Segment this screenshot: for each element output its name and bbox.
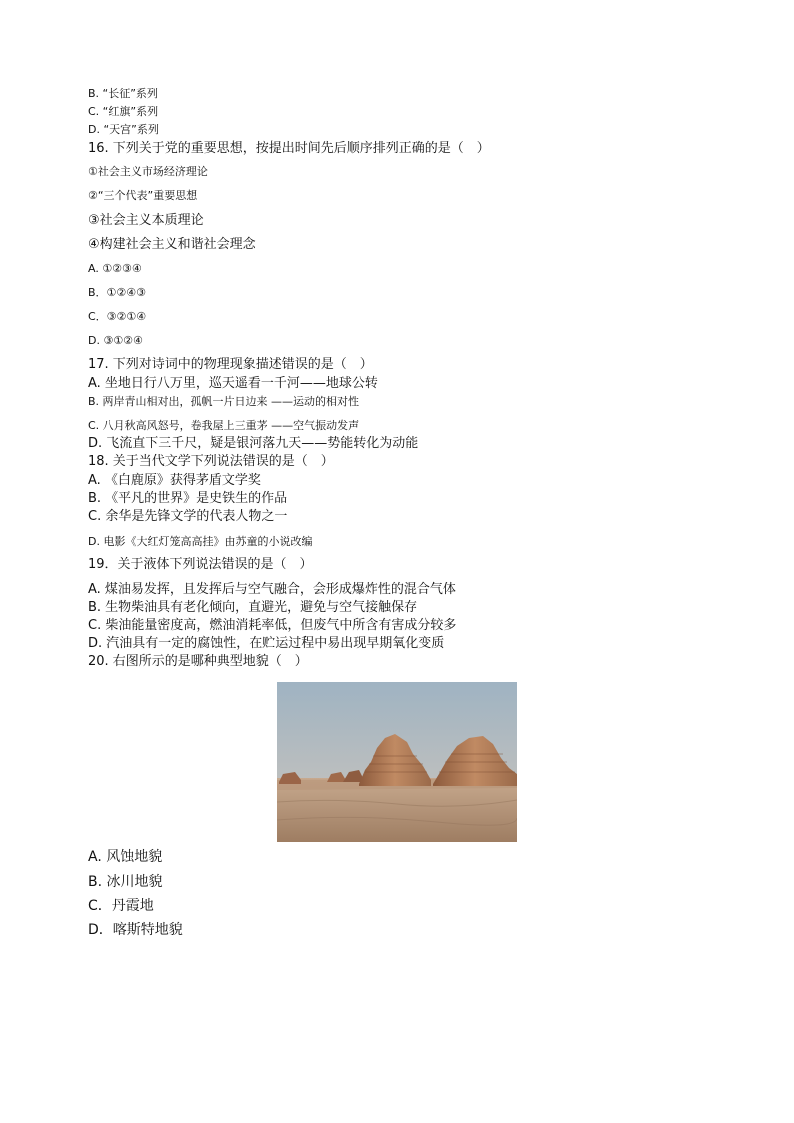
q20-option-d: D．喀斯特地貌 — [88, 922, 183, 938]
q20-option-b: B. 冰川地貌 — [88, 874, 163, 890]
q20-stem: 20. 右图所示的是哪种典型地貌（ ） — [88, 654, 308, 669]
q20-option-a: A. 风蚀地貌 — [88, 849, 163, 865]
q16-option-b: B．①②④③ — [88, 286, 146, 299]
q18-stem: 18. 关于当代文学下列说法错误的是（ ） — [88, 454, 334, 469]
q15-option-d: D. “天宫”系列 — [88, 123, 159, 136]
q18-option-a: A. 《白鹿原》获得茅盾文学奖 — [88, 473, 261, 488]
q19-option-c: C. 柴油能量密度高，燃油消耗率低，但废气中所含有害成分较多 — [88, 618, 457, 633]
q18-option-c: C. 余华是先锋文学的代表人物之一 — [88, 509, 288, 524]
q17-option-c: C. 八月秋高风怒号，卷我屋上三重茅 ——空气振动发声 — [88, 419, 360, 432]
q18-option-d: D. 电影《大红灯笼高高挂》由苏童的小说改编 — [88, 535, 313, 548]
q17-option-d: D. 飞流直下三千尺，疑是银河落九天——势能转化为动能 — [88, 436, 419, 451]
q16-item-2: ②“三个代表”重要思想 — [88, 189, 198, 202]
q19-stem: 19．关于液体下列说法错误的是（ ） — [88, 557, 313, 572]
q15-option-c: C. “红旗”系列 — [88, 105, 159, 118]
q17-stem: 17. 下列对诗词中的物理现象描述错误的是（ ） — [88, 357, 373, 372]
q20-option-c: C．丹霞地 — [88, 898, 154, 914]
q16-option-d: D. ③①②④ — [88, 334, 143, 347]
q16-item-1: ①社会主义市场经济理论 — [88, 165, 208, 178]
q17-option-b: B. 两岸青山相对出，孤帆一片日边来 ——运动的相对性 — [88, 395, 360, 408]
q16-stem: 16. 下列关于党的重要思想，按提出时间先后顺序排列正确的是（ ） — [88, 141, 490, 156]
q16-option-a: A. ①②③④ — [88, 262, 142, 275]
q15-option-b: B. “长征”系列 — [88, 87, 158, 100]
q18-option-b: B. 《平凡的世界》是史铁生的作品 — [88, 491, 288, 506]
q19-option-d: D. 汽油具有一定的腐蚀性，在贮运过程中易出现早期氧化变质 — [88, 636, 445, 651]
q17-option-a: A. 坐地日行八万里，巡天遥看一千河——地球公转 — [88, 376, 378, 391]
q19-option-a: A. 煤油易发挥，且发挥后与空气融合，会形成爆炸性的混合气体 — [88, 582, 456, 597]
q19-option-b: B. 生物柴油具有老化倾向，直避光，避免与空气接触保存 — [88, 600, 418, 615]
q16-option-c: C．③②①④ — [88, 310, 147, 323]
landform-photo — [277, 682, 517, 842]
q16-item-3: ③社会主义本质理论 — [88, 213, 204, 228]
q16-item-4: ④构建社会主义和谐社会理念 — [88, 237, 256, 252]
